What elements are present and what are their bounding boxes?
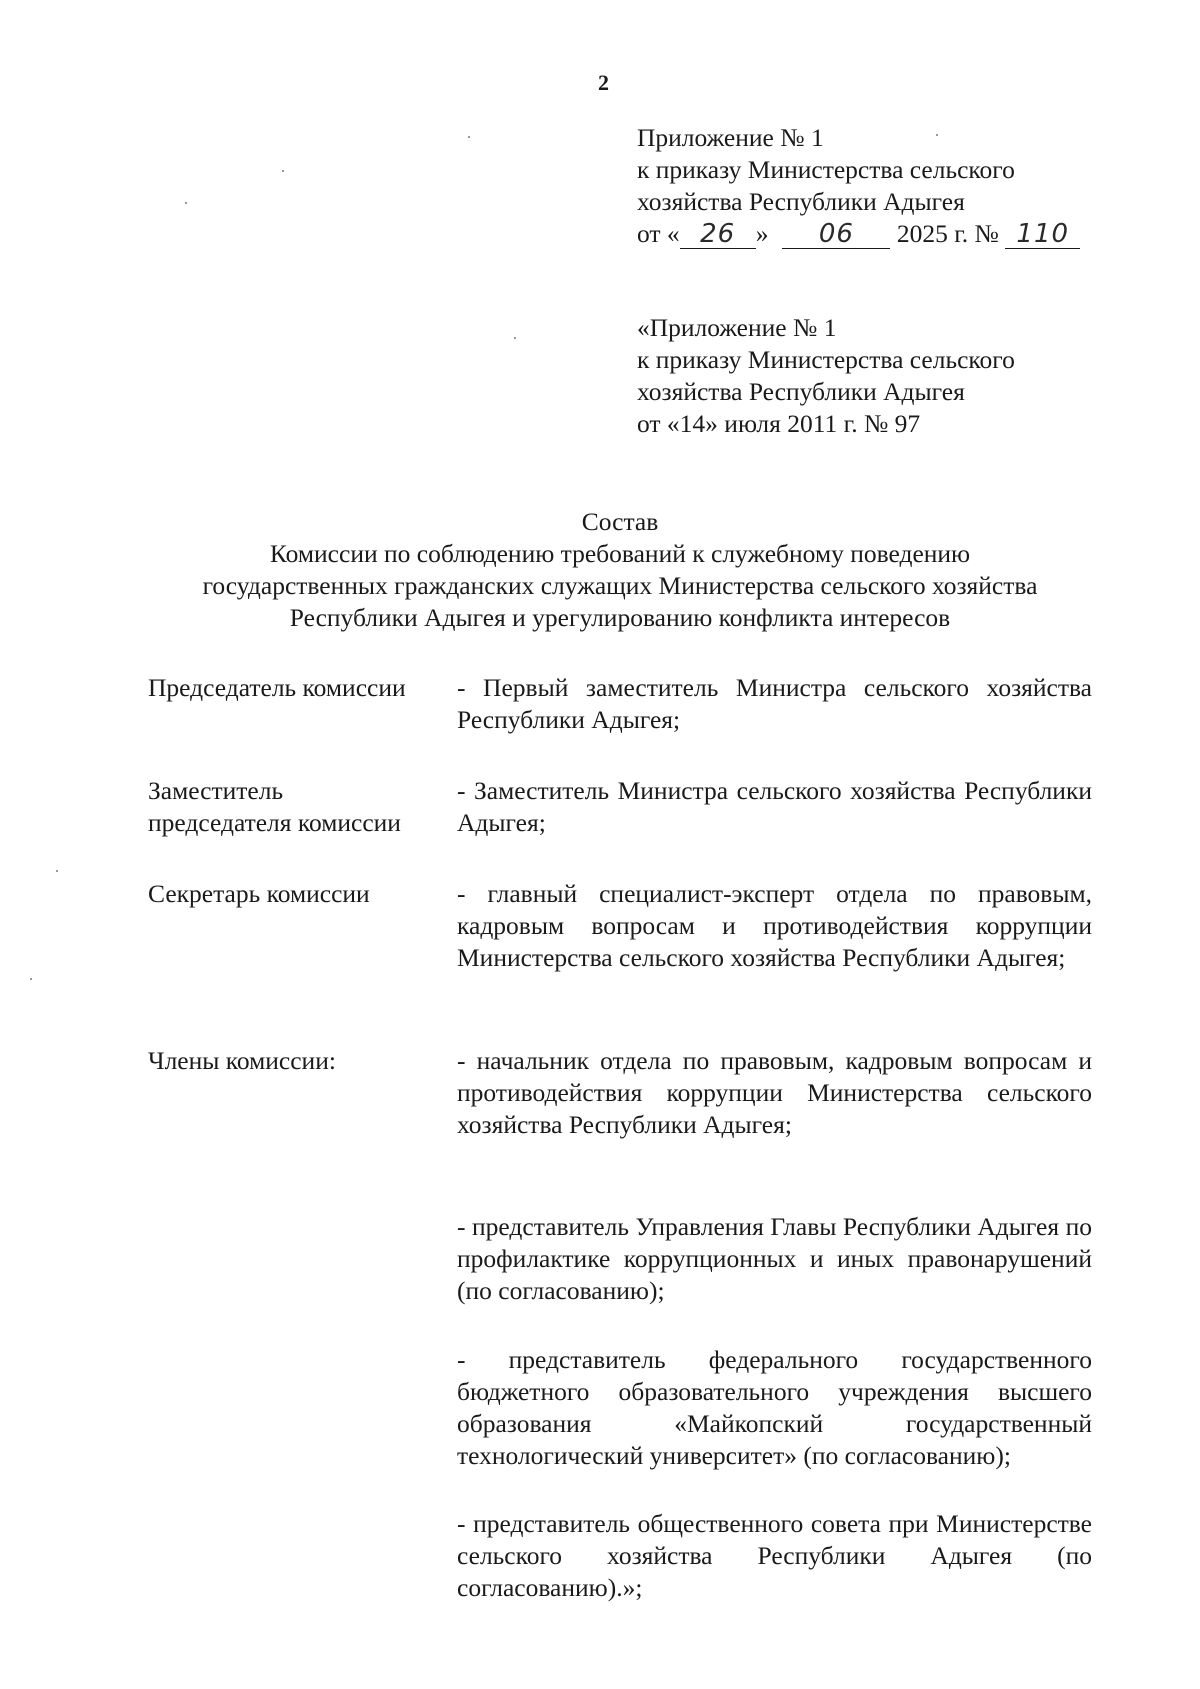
annex-old-title: «Приложение № 1 [637,313,837,342]
member-description: - главный специалист-эксперт отдела по правовым, кадровым вопросам и противодействия коррупции Министерства сельского хозяйства Республики Адыгея; [457,879,1092,972]
quote-close: » [755,219,769,248]
scan-speck [56,870,58,872]
role-line: Председатель комиссии [148,673,406,702]
role-line: председателя комиссии [148,808,401,837]
member-role [148,775,448,839]
member-description: - Заместитель Министра сельского хозяйства Республики Адыгея; [457,776,1092,837]
role-line: Заместитель [148,776,284,805]
year-text: 2025 г. № [896,219,999,248]
annex-header-old [637,312,1015,440]
member-description: - начальник отдела по правовым, кадровым вопросам и противодействия коррупции Министерства сельского хозяйства Республики Адыгея; [457,1046,1092,1139]
annex-old-date: от «14» июля 2011 г. № 97 [637,409,921,438]
member-role [148,672,448,704]
member-role [148,1045,448,1077]
member-description: - представитель общественного совета при Министерстве сельского хозяйства Республики Адыгея (по согласованию).»; [457,1509,1092,1602]
page-number: 2 [598,70,609,95]
title-line-4: Республики Адыгея и урегулированию конфликта интересов [289,603,951,632]
scan-speck [30,978,32,980]
annex-header-new [637,122,1080,250]
date-prefix: от « [637,219,680,248]
member-description: - представитель Управления Главы Республики Адыгея по профилактике коррупционных и иных правонарушений (по согласованию); [457,1212,1092,1305]
annex-old-order-ref: к приказу Министерства сельского [637,345,1015,374]
title-line-2: Комиссии по соблюдению требований к служебному поведению [269,539,971,568]
handwritten-day: 26 [680,221,756,249]
annex-title: Приложение № 1 [637,123,824,152]
scan-speck [936,134,938,136]
scan-speck [468,136,470,138]
annex-order-ref: к приказу Министерства сельского [637,155,1015,184]
annex-ministry: хозяйства Республики Адыгея [637,187,965,216]
scan-speck [514,337,516,339]
handwritten-number: 110 [1005,221,1080,249]
role-line: Члены комиссии: [148,1046,336,1075]
title-line-3: государственных гражданских служащих Министерства сельского хозяйства [202,571,1038,600]
annex-old-ministry: хозяйства Республики Адыгея [637,377,965,406]
annex-date-line [637,218,1080,250]
scan-speck [185,202,187,204]
title-line-1: Состав [581,507,659,536]
member-role [148,878,448,910]
handwritten-month: 06 [782,221,890,249]
document-title [130,506,1110,634]
member-description: - Первый заместитель Министра сельского хозяйства Республики Адыгея; [457,673,1092,734]
member-description: - представитель федерального государственного бюджетного образовательного учреждения высшего образования «Майкопский государственный технологический университет» (по согласованию); [457,1345,1092,1470]
role-line: Секретарь комиссии [148,879,370,908]
scan-speck [282,170,284,172]
